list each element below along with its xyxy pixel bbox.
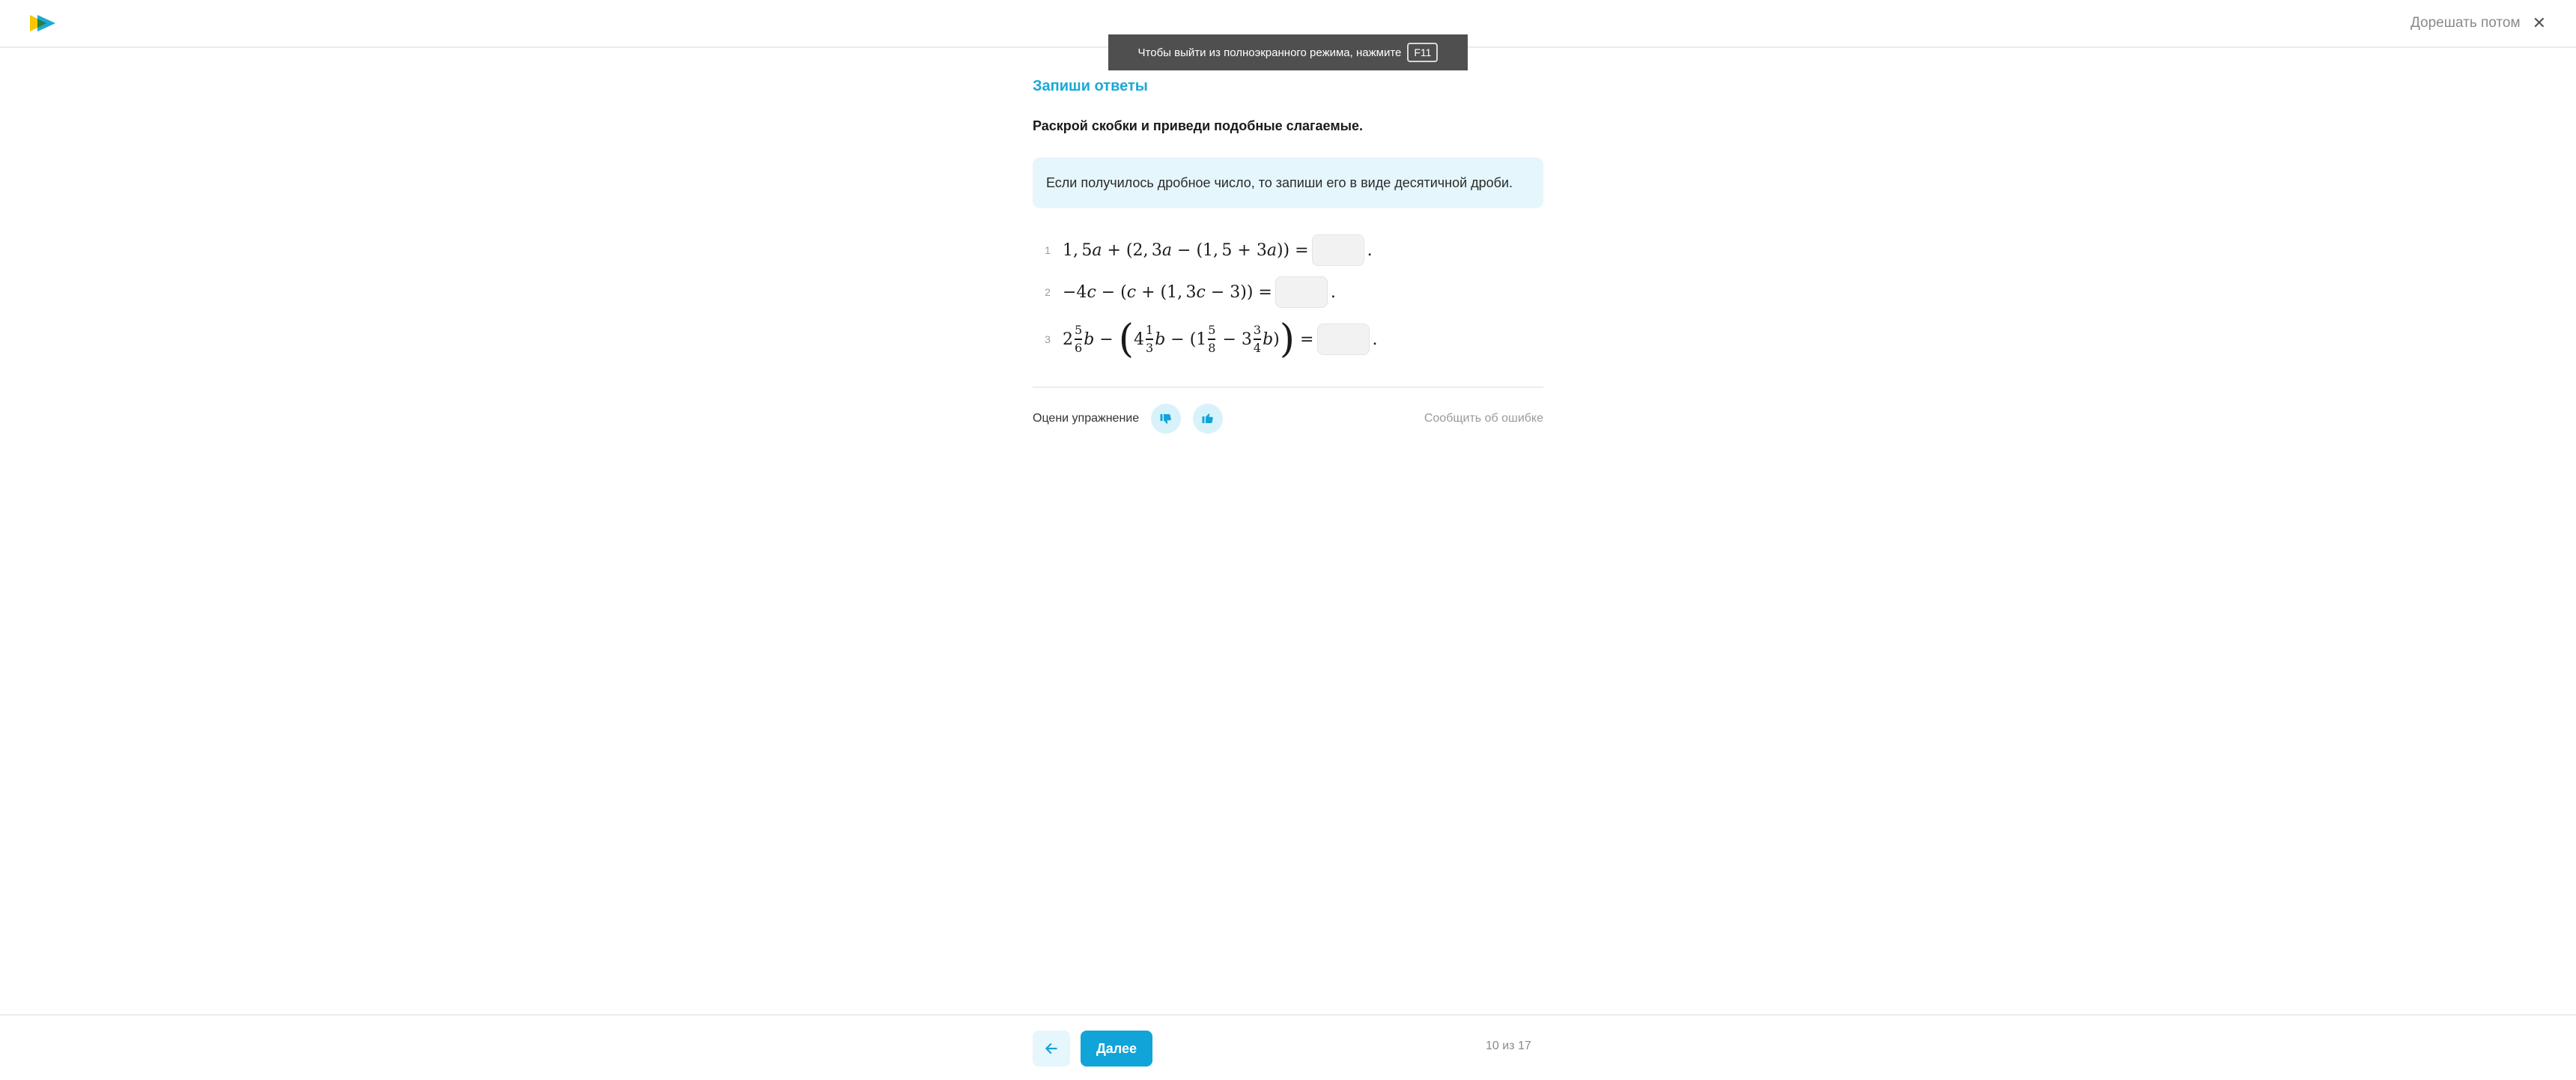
f11-key-badge: F11 [1407, 43, 1438, 62]
task-expression: 1, 5 a + (2, 3 a − (1, 5 + 3 a )) = . [1063, 234, 1373, 266]
answer-input[interactable] [1312, 234, 1364, 266]
task-list [1033, 229, 1543, 364]
task-row [1033, 271, 1543, 313]
fullscreen-toast-text: Чтобы выйти из полноэкранного режима, нажмите [1137, 46, 1402, 59]
task-number: 3 [1045, 333, 1051, 345]
instruction-text: Раскрой скобки и приведи подобные слагаемые. [1033, 118, 1364, 133]
dislike-button[interactable] [1151, 404, 1181, 434]
task-expression: 2 $\frac{5}{6}$ b − ( 4 $\frac{1}{3}$ b − (1 $\frac{5}{8}$ − 3 $\frac{3}{4}$ b ) ) = . [1063, 317, 1378, 362]
thumbs-down-icon [1159, 412, 1173, 425]
next-button[interactable]: Далее [1081, 1031, 1152, 1067]
answer-input[interactable] [1275, 276, 1328, 308]
hint-box [1033, 157, 1543, 208]
footer-bar [0, 1014, 2576, 1080]
solve-later-label: Дорешать потом [2410, 15, 2521, 31]
solve-later-button[interactable] [2411, 13, 2546, 33]
task-number: 2 [1045, 286, 1051, 298]
task-number: 1 [1045, 244, 1051, 256]
answer-input[interactable] [1317, 324, 1370, 355]
rating-row [1033, 386, 1543, 434]
like-button[interactable] [1193, 404, 1223, 434]
progress-counter: 10 из 17 [1486, 1040, 1531, 1052]
hint-text: Если получилось дробное число, то запиши его в виде десятичной дроби. [1046, 175, 1513, 190]
exercise-panel [1033, 75, 1543, 434]
report-error-link[interactable]: Сообщить об ошибке [1424, 412, 1543, 425]
fullscreen-toast [1108, 34, 1468, 70]
rating-label: Оцени упражнение [1033, 412, 1140, 425]
logo-icon[interactable] [30, 13, 57, 33]
task-expression: −4 c − ( c + (1, 3 c − 3)) = . [1063, 276, 1336, 308]
close-icon[interactable]: ✕ [2532, 13, 2546, 32]
task-row [1033, 315, 1543, 364]
task-row [1033, 229, 1543, 271]
thumbs-up-icon [1201, 412, 1215, 425]
back-button[interactable] [1033, 1031, 1070, 1067]
section-title: Запиши ответы [1033, 78, 1148, 94]
arrow-left-icon [1044, 1041, 1059, 1056]
